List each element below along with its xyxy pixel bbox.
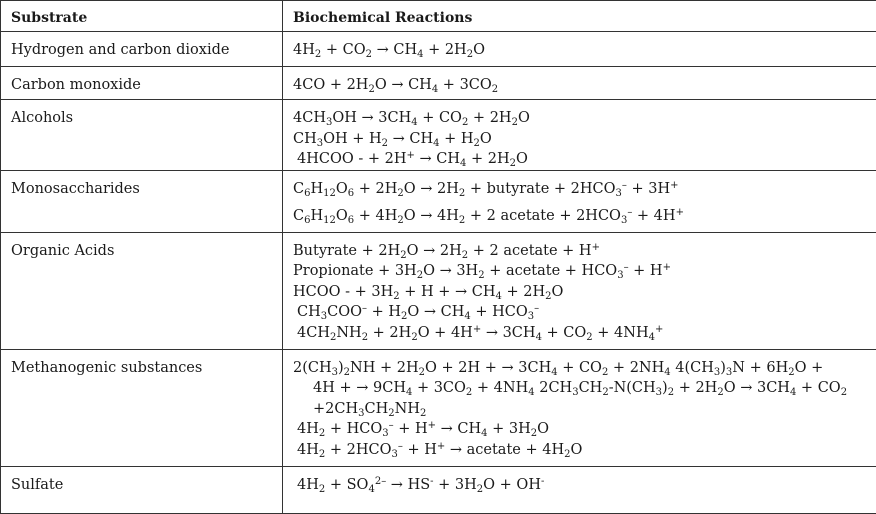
reaction-line: $2(CH_3)_2NH + 2H_2O + 2H$ + → $3CH_4 + CO_2 + 2NH_4$ $4(CH_3)_3N + 6H_2O$ +	[293, 358, 876, 379]
substrate-cell: Organic Acids	[1, 232, 283, 349]
header-substrate: Substrate	[1, 1, 283, 32]
reaction-line: $4CH_3OH \to 3CH_4 + CO_2 + 2H_2O$	[293, 108, 876, 129]
table-row	[1, 349, 876, 466]
reaction-line: 4HCOO - + $2H^+ \to CH_4 + 2H_2O$	[293, 149, 876, 170]
reactions-cell	[283, 170, 876, 232]
substrate-cell: Hydrogen and carbon dioxide	[1, 32, 283, 67]
reaction-line: Butyrate + $2H_2O \to 2H_2 + 2$ acetate + H+	[293, 241, 876, 262]
reaction-line: $+2CH_3CH_2NH_2$	[293, 399, 876, 420]
table-row	[1, 170, 876, 232]
reactions-cell	[283, 349, 876, 466]
reactions-cell	[283, 466, 876, 513]
reaction-line: Propionate + $3H_2O \to 3H_2$ + acetate + $HCO_3^- + H^+$	[293, 261, 876, 282]
header-reactions: Biochemical Reactions	[283, 1, 876, 32]
reaction-line: HCOO - + $3H_2 + H$ + → $CH_4 + 2H_2O$	[293, 282, 876, 303]
reactions-cell	[283, 67, 876, 100]
reaction-line: 4H + → $9CH_4 + 3CO_2 + 4NH_4$ $2CH_3CH_2-N(CH_3)_2 + 2H_2O \to 3CH_4 + CO_2$	[293, 378, 876, 399]
substrate-cell: Sulfate	[1, 466, 283, 513]
reaction-line: $C_6H_{12}O_6 + 4H_2O \to 4H_2 + 2$ acetate + $2HCO_3^- + 4H^+$	[293, 206, 876, 227]
substrate-cell: Alcohols	[1, 100, 283, 171]
substrate-cell: Monosaccharides	[1, 170, 283, 232]
reactions-cell	[283, 32, 876, 67]
reaction-line: $4CH_2NH_2 + 2H_2O + 4H^+ \to 3CH_4 + CO_2 + 4NH_4^+$	[293, 323, 876, 344]
reaction-line: $4CO + 2H_2O \to CH_4 + 3CO_2$	[293, 75, 876, 96]
substrate-cell: Methanogenic substances	[1, 349, 283, 466]
table-row	[1, 466, 876, 513]
reactions-cell	[283, 100, 876, 171]
table-row	[1, 232, 876, 349]
reaction-line: $4H_2 + 2HCO_3^- + H^+$ → acetate + $4H_2O$	[293, 440, 876, 461]
substrate-cell: Carbon monoxide	[1, 67, 283, 100]
reaction-line: $CH_3COO^- + H_2O \to CH_4 + HCO_3^-$	[293, 302, 876, 323]
header-row	[1, 1, 876, 32]
reaction-line: $C_6H_{12}O_6 + 2H_2O \to 2H_2$ + butyrate + $2HCO_3^- + 3H^+$	[293, 179, 876, 200]
reactions-cell	[283, 232, 876, 349]
reaction-line: $4H_2 + CO_2 \to CH_4 + 2H_2O$	[293, 40, 876, 61]
table-row	[1, 32, 876, 67]
table-row	[1, 100, 876, 171]
table-row	[1, 67, 876, 100]
reaction-line: $4H_2 + HCO_3^- + H^+ \to CH_4 + 3H_2O$	[293, 419, 876, 440]
reaction-line: $4H_2 + SO_4^{2-} \to HS^- + 3H_2O + OH^-$	[293, 475, 876, 496]
reaction-line: $CH_3OH + H_2 \to CH_4 + H_2O$	[293, 129, 876, 150]
